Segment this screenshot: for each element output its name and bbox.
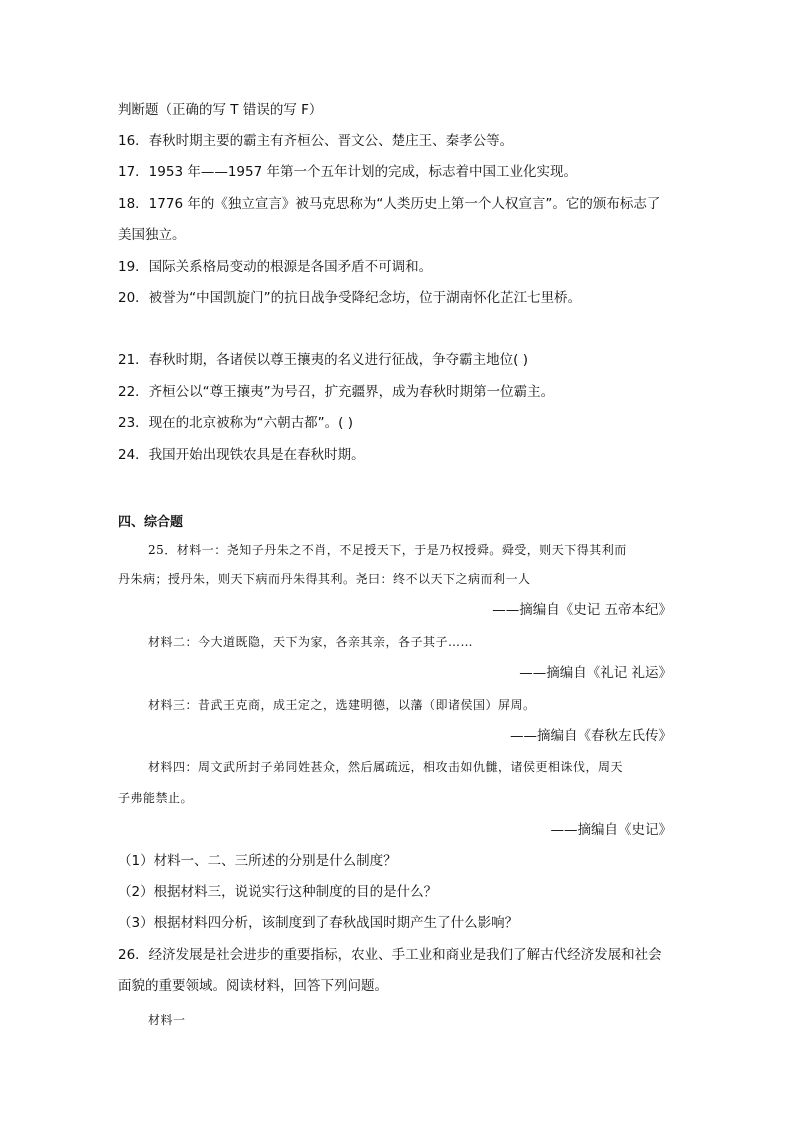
question-16: 16．春秋时期主要的霸主有齐桓公、晋文公、楚庄王、秦孝公等。 bbox=[118, 133, 514, 149]
q25-material2: 材料二：今大道既隐，天下为家，各亲其亲，各子其子…… bbox=[148, 635, 474, 649]
q25-question-2: （2）根据材料三，说说实行这种制度的目的是什么？ bbox=[118, 884, 438, 900]
q26-line1: 26．经济发展是社会进步的重要指标，农业、手工业和商业是我们了解古代经济发展和社会 bbox=[118, 947, 662, 963]
q25-material3-source: ——摘编自《春秋左氏传》 bbox=[510, 728, 672, 744]
judgment-heading: 判断题（正确的写 T 错误的写 F） bbox=[118, 102, 323, 118]
section-heading: 四、综合题 bbox=[118, 515, 184, 530]
q25-question-1: （1）材料一、二、三所述的分别是什么制度？ bbox=[118, 853, 397, 869]
question-23: 23．现在的北京被称为“六朝古都”。( ) bbox=[118, 415, 353, 431]
question-21: 21．春秋时期，各诸侯以尊王攘夷的名义进行征战，争夺霸主地位( ) bbox=[118, 352, 529, 368]
question-24: 24．我国开始出现铁农具是在春秋时期。 bbox=[118, 447, 365, 463]
q25-question-3: （3）根据材料四分析，该制度到了春秋战国时期产生了什么影响？ bbox=[118, 915, 519, 931]
q25-material1-line2: 丹朱病；授丹朱，则天下病而丹朱得其利。尧曰：终不以天下之病而利一人 bbox=[118, 572, 531, 586]
q25-material3: 材料三：昔武王克商，成王定之，选建明德，以藩（即诸侯国）屏周。 bbox=[148, 698, 536, 712]
q26-line2: 面貌的重要领域。阅读材料，回答下列问题。 bbox=[118, 978, 388, 994]
question-18-cont: 美国独立。 bbox=[118, 227, 186, 243]
q25-material4-line2: 子弗能禁止。 bbox=[118, 791, 194, 805]
question-17: 17．1953 年——1957 年第一个五年计划的完成，标志着中国工业化实现。 bbox=[118, 164, 577, 180]
q25-material4-source: ——摘编自《史记》 bbox=[550, 822, 672, 838]
question-18: 18．1776 年的《独立宣言》被马克思称为“人类历史上第一个人权宣言”。它的颁布标志了 bbox=[118, 196, 661, 212]
q26-material1-label: 材料一 bbox=[148, 1013, 186, 1027]
q25-material2-source: ——摘编自《礼记 礼运》 bbox=[519, 665, 672, 681]
q25-material4-line1: 材料四：周文武所封子弟同姓甚众，然后属疏远，相攻击如仇雠，诸侯更相诛伐，周天 bbox=[148, 760, 624, 774]
question-22: 22．齐桓公以“尊王攘夷”为号召，扩充疆界，成为春秋时期第一位霸主。 bbox=[118, 384, 555, 400]
question-20: 20．被誉为“中国凯旋门”的抗日战争受降纪念坊，位于湖南怀化芷江七里桥。 bbox=[118, 290, 582, 306]
q25-material1-source: ——摘编自《史记 五帝本纪》 bbox=[492, 602, 672, 618]
q25-material1-line1: 25．材料一：尧知子丹朱之不肖，不足授天下，于是乃权授舜。舜受，则天下得其利而 bbox=[148, 543, 627, 557]
question-19: 19．国际关系格局变动的根源是各国矛盾不可调和。 bbox=[118, 259, 433, 275]
